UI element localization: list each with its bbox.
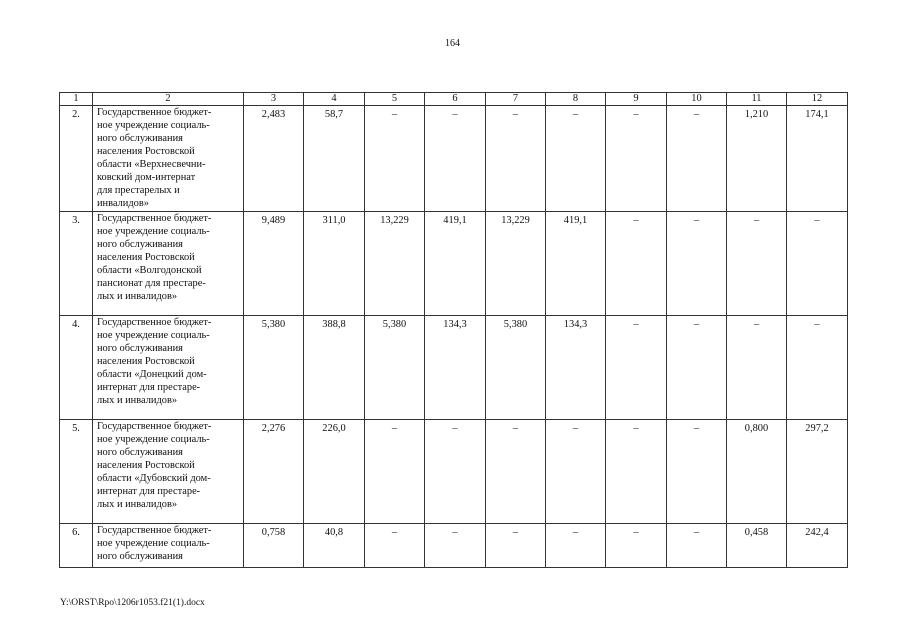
table-cell: – xyxy=(787,316,848,420)
table-cell: – xyxy=(425,524,486,568)
institution-name: Государственное бюджет- ное учреждение социаль- ного обслуживания xyxy=(93,524,244,568)
table-cell: – xyxy=(606,316,667,420)
table-cell: 5,380 xyxy=(365,316,425,420)
table-cell: – xyxy=(425,420,486,524)
table-cell: – xyxy=(546,524,606,568)
table-header-row xyxy=(60,93,848,106)
table-cell: 174,1 xyxy=(787,106,848,212)
table-row xyxy=(60,212,848,316)
table-cell: – xyxy=(727,316,787,420)
table-cell: 297,2 xyxy=(787,420,848,524)
table-cell: 13,229 xyxy=(486,212,546,316)
institution-name: Государственное бюджет- ное учреждение социаль- ного обслуживания населения Ростовской области «Дубовский дом- интернат для престаре- лых и инвалидов» xyxy=(93,420,244,524)
table-cell: – xyxy=(667,524,727,568)
table-cell: – xyxy=(365,524,425,568)
column-header: 5 xyxy=(365,93,425,106)
table-cell: 134,3 xyxy=(425,316,486,420)
table-cell: – xyxy=(486,524,546,568)
table-cell: – xyxy=(606,212,667,316)
column-header: 11 xyxy=(727,93,787,106)
column-header: 6 xyxy=(425,93,486,106)
table-cell: – xyxy=(486,420,546,524)
table-cell: – xyxy=(667,420,727,524)
column-header: 1 xyxy=(60,93,93,106)
table-cell: 419,1 xyxy=(425,212,486,316)
table-cell: – xyxy=(606,524,667,568)
data-table xyxy=(59,92,848,568)
table-cell: – xyxy=(546,106,606,212)
row-number: 3. xyxy=(60,212,93,316)
table-cell: – xyxy=(546,420,606,524)
table-cell: – xyxy=(667,106,727,212)
table-cell: 242,4 xyxy=(787,524,848,568)
row-number: 6. xyxy=(60,524,93,568)
table-row xyxy=(60,524,848,568)
table-cell: 388,8 xyxy=(304,316,365,420)
table-cell: 0,458 xyxy=(727,524,787,568)
column-header: 2 xyxy=(93,93,244,106)
table-cell: – xyxy=(667,212,727,316)
table-cell: – xyxy=(727,212,787,316)
institution-name: Государственное бюджет- ное учреждение социаль- ного обслуживания населения Ростовской области «Волгодонской пансионат для престаре- лых и инвалидов» xyxy=(93,212,244,316)
table-cell: 13,229 xyxy=(365,212,425,316)
row-number: 4. xyxy=(60,316,93,420)
table-cell: 58,7 xyxy=(304,106,365,212)
table-cell: – xyxy=(425,106,486,212)
column-header: 12 xyxy=(787,93,848,106)
table-cell: – xyxy=(606,106,667,212)
table-cell: 226,0 xyxy=(304,420,365,524)
table-row xyxy=(60,316,848,420)
footer-file-path: Y:\ORST\Rpo\1206r1053.f21(1).docx xyxy=(60,598,205,608)
page-number: 164 xyxy=(445,38,460,49)
column-header: 8 xyxy=(546,93,606,106)
table-row xyxy=(60,420,848,524)
table-cell: 419,1 xyxy=(546,212,606,316)
table-cell: 9,489 xyxy=(244,212,304,316)
table-cell: 2,276 xyxy=(244,420,304,524)
table-cell: 40,8 xyxy=(304,524,365,568)
column-header: 9 xyxy=(606,93,667,106)
institution-name: Государственное бюджет- ное учреждение социаль- ного обслуживания населения Ростовской области «Донецкий дом- интернат для престаре- лых и инвалидов» xyxy=(93,316,244,420)
table-cell: – xyxy=(606,420,667,524)
table-cell: 2,483 xyxy=(244,106,304,212)
column-header: 3 xyxy=(244,93,304,106)
row-number: 5. xyxy=(60,420,93,524)
table-cell: – xyxy=(486,106,546,212)
table-cell: 134,3 xyxy=(546,316,606,420)
table-cell: 1,210 xyxy=(727,106,787,212)
table-cell: – xyxy=(365,106,425,212)
column-header: 10 xyxy=(667,93,727,106)
row-number: 2. xyxy=(60,106,93,212)
table-cell: 5,380 xyxy=(486,316,546,420)
institution-name: Государственное бюджет- ное учреждение социаль- ного обслуживания населения Ростовской области «Верхнесвечни- ковский дом-интернат для престарелых и инвалидов» xyxy=(93,106,244,212)
table-cell: 0,758 xyxy=(244,524,304,568)
table-row xyxy=(60,106,848,212)
table-cell: 0,800 xyxy=(727,420,787,524)
column-header: 4 xyxy=(304,93,365,106)
table-cell: 5,380 xyxy=(244,316,304,420)
table-cell: 311,0 xyxy=(304,212,365,316)
table-cell: – xyxy=(667,316,727,420)
table-cell: – xyxy=(787,212,848,316)
column-header: 7 xyxy=(486,93,546,106)
table-cell: – xyxy=(365,420,425,524)
